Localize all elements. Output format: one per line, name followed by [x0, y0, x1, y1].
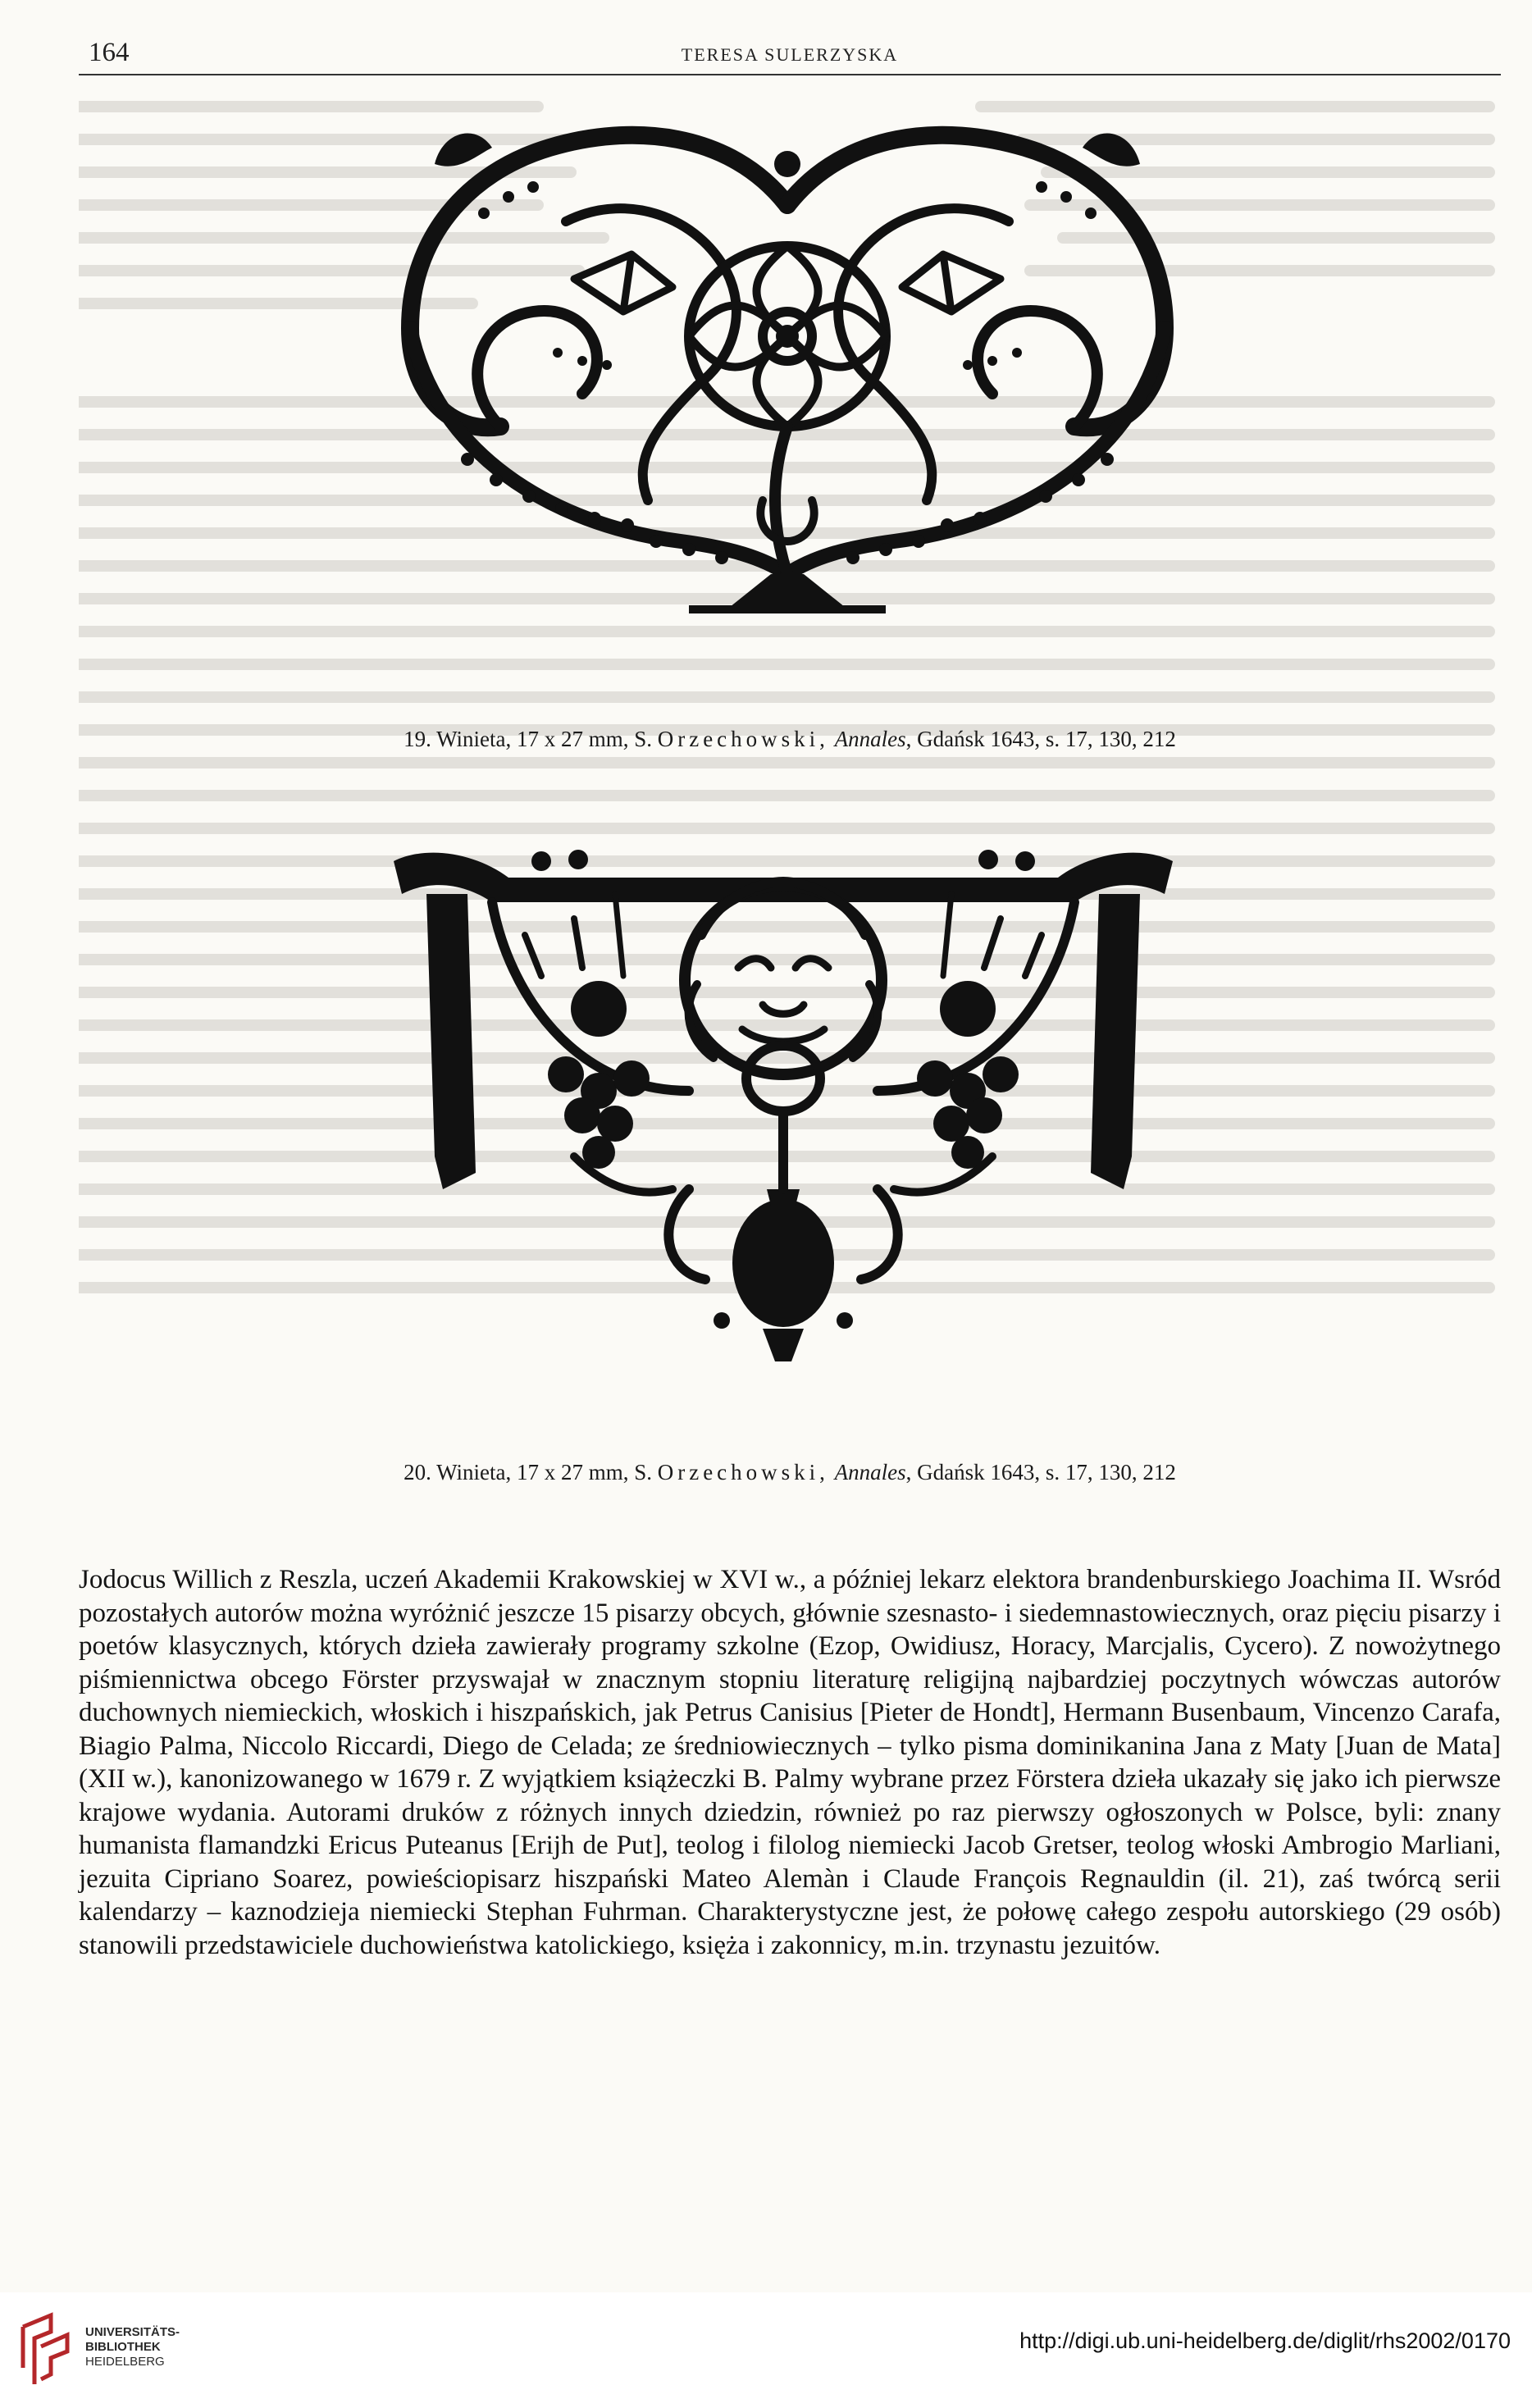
ornament-rosette-illustration — [385, 115, 1189, 640]
header-rule — [79, 74, 1501, 75]
digitization-footer — [0, 2292, 1532, 2408]
page-header — [79, 38, 1501, 75]
caption-details: , Gdańsk 1643, s. 17, 130, 212 — [905, 727, 1176, 751]
library-name-line: BIBLIOTHEK — [85, 2340, 161, 2354]
figure-19-caption — [79, 727, 1501, 752]
university-library-logo-icon — [18, 2310, 77, 2389]
body-paragraph: Jodocus Willich z Reszla, uczeń Akademii Krakowskiej w XVI w., a później lekarz elektora brandenburskiego Joachima II. Wsród pozostałych autorów można wyróżnić jeszcze 15 pisarzy obcych, głównie szesnasto- i siedemnastowiecznych, oraz pięciu pisarzy i poetów klasycznych, których dzieła zawierały programy szkolne (Ezop, Owidiusz, Horacy, Marcjalis, Cycero). Z nowożytnego piśmiennictwa obcego Förster przyswajał w znacznym stopniu literaturę religijną najbardziej poczytnych wówczas autorów duchownych niemieckich, włoskich i hiszpańskich, jak Petrus Canisius [Pieter de Hondt], Hermann Busenbaum, Vincenzo Carafa, Biagio Palma, Niccolo Riccardi, Diego de Celada; ze średniowiecznych – tylko pisma dominikanina Jana z Maty [Juan de Mata] (XII w.), kanonizowanego w 1679 r. Z wyjątkiem książeczki B. Palmy wybrane przez Förstera dzieła ukazały się jako ich pierwsze krajowe wydania. Autorami druków z różnych innych dziedzin, również po raz pierwszy ogłoszonych w Polsce, byli: znany humanista flamandzki Ericus Puteanus [Erijh de Put], teolog i filolog niemiecki Jacob Gretser, teolog włoski Ambrogio Marliani, jezuita Cipriano Soarez, powieściopisarz hiszpański Mateo Alemàn i Claude François Regnauldin (il. 21), zaś twórcą serii kalendarzy – kaznodzieja niemiecki Stephan Fuhrman. Charakterystyczne jest, że połowę całego zespołu autorskiego (29 osób) stanowili przedstawiciele duchowieństwa katolickiego, księża i zakonnicy, m.in. trzynastu jezuitów. — [79, 1565, 1501, 1960]
ornament-dots — [461, 181, 1114, 564]
body-text — [79, 1563, 1501, 1962]
ornament-lion-mask-illustration — [377, 845, 1189, 1370]
source-url-link[interactable]: http://digi.ub.uni-heidelberg.de/diglit/rhs2002/0170 — [1019, 2328, 1511, 2353]
vignette-figure-19 — [385, 115, 1189, 640]
figure-20-caption — [79, 1460, 1501, 1485]
library-name-line: HEIDELBERG — [85, 2355, 165, 2369]
caption-author: Orzechowski, — [657, 1460, 829, 1484]
library-name — [85, 2325, 180, 2369]
caption-details: , Gdańsk 1643, s. 17, 130, 212 — [905, 1460, 1176, 1484]
caption-title: Annales — [834, 727, 906, 751]
caption-label: 20. Winieta, 17 x 27 mm, S. — [404, 1460, 652, 1484]
vignette-figure-20 — [377, 845, 1189, 1370]
caption-author: Orzechowski, — [657, 727, 829, 751]
page-number: 164 — [89, 38, 130, 67]
running-head: TERESA SULERZYSKA — [681, 44, 899, 65]
caption-label: 19. Winieta, 17 x 27 mm, S. — [404, 727, 652, 751]
library-name-line: UNIVERSITÄTS- — [85, 2325, 180, 2339]
caption-title: Annales — [834, 1460, 906, 1484]
